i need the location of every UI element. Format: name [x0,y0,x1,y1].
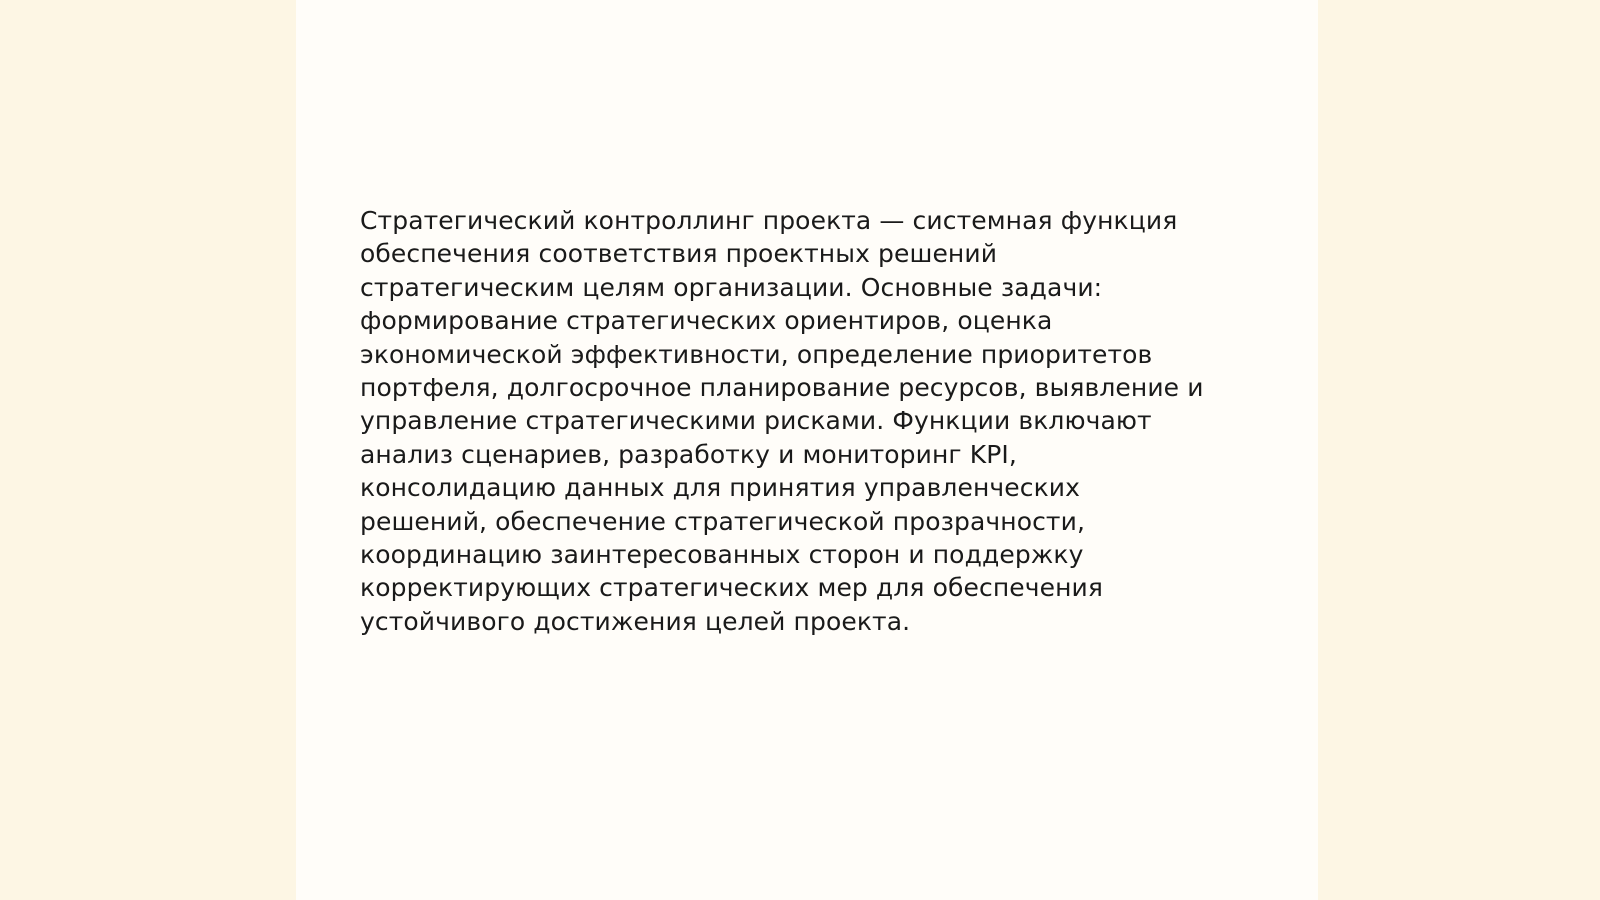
body-paragraph: Стратегический контроллинг проекта — системная функция обеспечения соответствия проектных решений стратегическим целям организации. Основные задачи: формирование стратегических ориентиров, оценка экономической эффективности, определение приоритетов портфеля, долгосрочное планирование ресурсов, выявление и управление стратегическими рисками. Функции включают анализ сценариев, разработку и мониторинг KPI, консолидацию данных для принятия управленческих решений, обеспечение стратегической прозрачности, координацию заинтересованных сторон и поддержку корректирующих стратегических мер для обеспечения устойчивого достижения целей проекта. [360,206,1204,636]
document-page [296,0,1318,900]
